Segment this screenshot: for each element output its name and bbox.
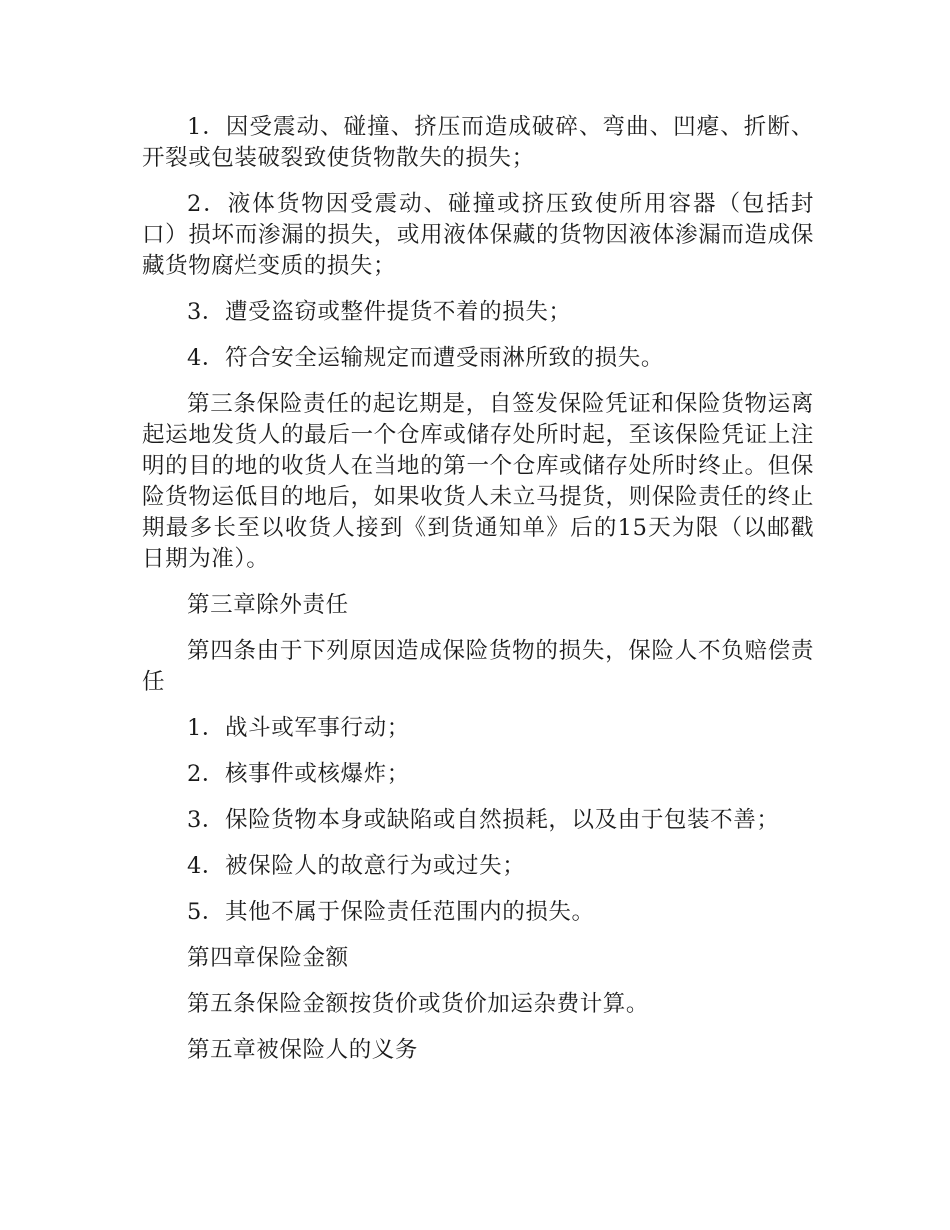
exclusion-item-2: 2．核事件或核爆炸； (187, 761, 410, 787)
exclusion-item-3: 3．保险货物本身或缺陷或自然损耗，以及由于包装不善； (187, 807, 780, 833)
chapter-5-heading: 第五章被保险人的义务 (187, 1037, 419, 1063)
clause-item-1: 1．因受震动、碰撞、挤压而造成破碎、弯曲、凹瘪、折断、开裂或包装破裂致使货物散失的损失； (142, 114, 814, 171)
exclusion-item-4: 4．被保险人的故意行为或过失； (187, 853, 526, 879)
article-5-text: 第五条保险金额按货价或货价加运杂费计算。 (187, 991, 650, 1017)
exclusion-item-1: 1．战斗或军事行动； (187, 715, 410, 741)
article-4-text: 第四条由于下列原因造成保险货物的损失，保险人不负赔偿责任 (142, 638, 814, 695)
clause-item-4: 4．符合安全运输规定而遭受雨淋所致的损失。 (187, 345, 664, 371)
chapter-3-heading: 第三章除外责任 (187, 592, 349, 618)
chapter-4-heading: 第四章保险金额 (187, 945, 349, 971)
document-body (142, 112, 814, 1081)
article-3-text: 第三条保险责任的起讫期是，自签发保险凭证和保险货物运离起运地发货人的最后一个仓库或储存处所时起，至该保险凭证上注明的目的地的收货人在当地的第一个仓库或储存处所时终止。但保险货物运低目的地后，如果收货人未立马提货，则保险责任的终止期最多长至以收货人接到《到货通知单》后的15天为限（以邮戳日期为准）。 (142, 391, 814, 572)
clause-item-3: 3．遭受盗窃或整件提货不着的损失； (187, 299, 572, 325)
clause-item-2: 2．液体货物因受震动、碰撞或挤压致使所用容器（包括封口）损坏而渗漏的损失，或用液体保藏的货物因液体渗漏而造成保藏货物腐烂变质的损失； (142, 191, 814, 279)
exclusion-item-5: 5．其他不属于保险责任范围内的损失。 (187, 899, 595, 925)
